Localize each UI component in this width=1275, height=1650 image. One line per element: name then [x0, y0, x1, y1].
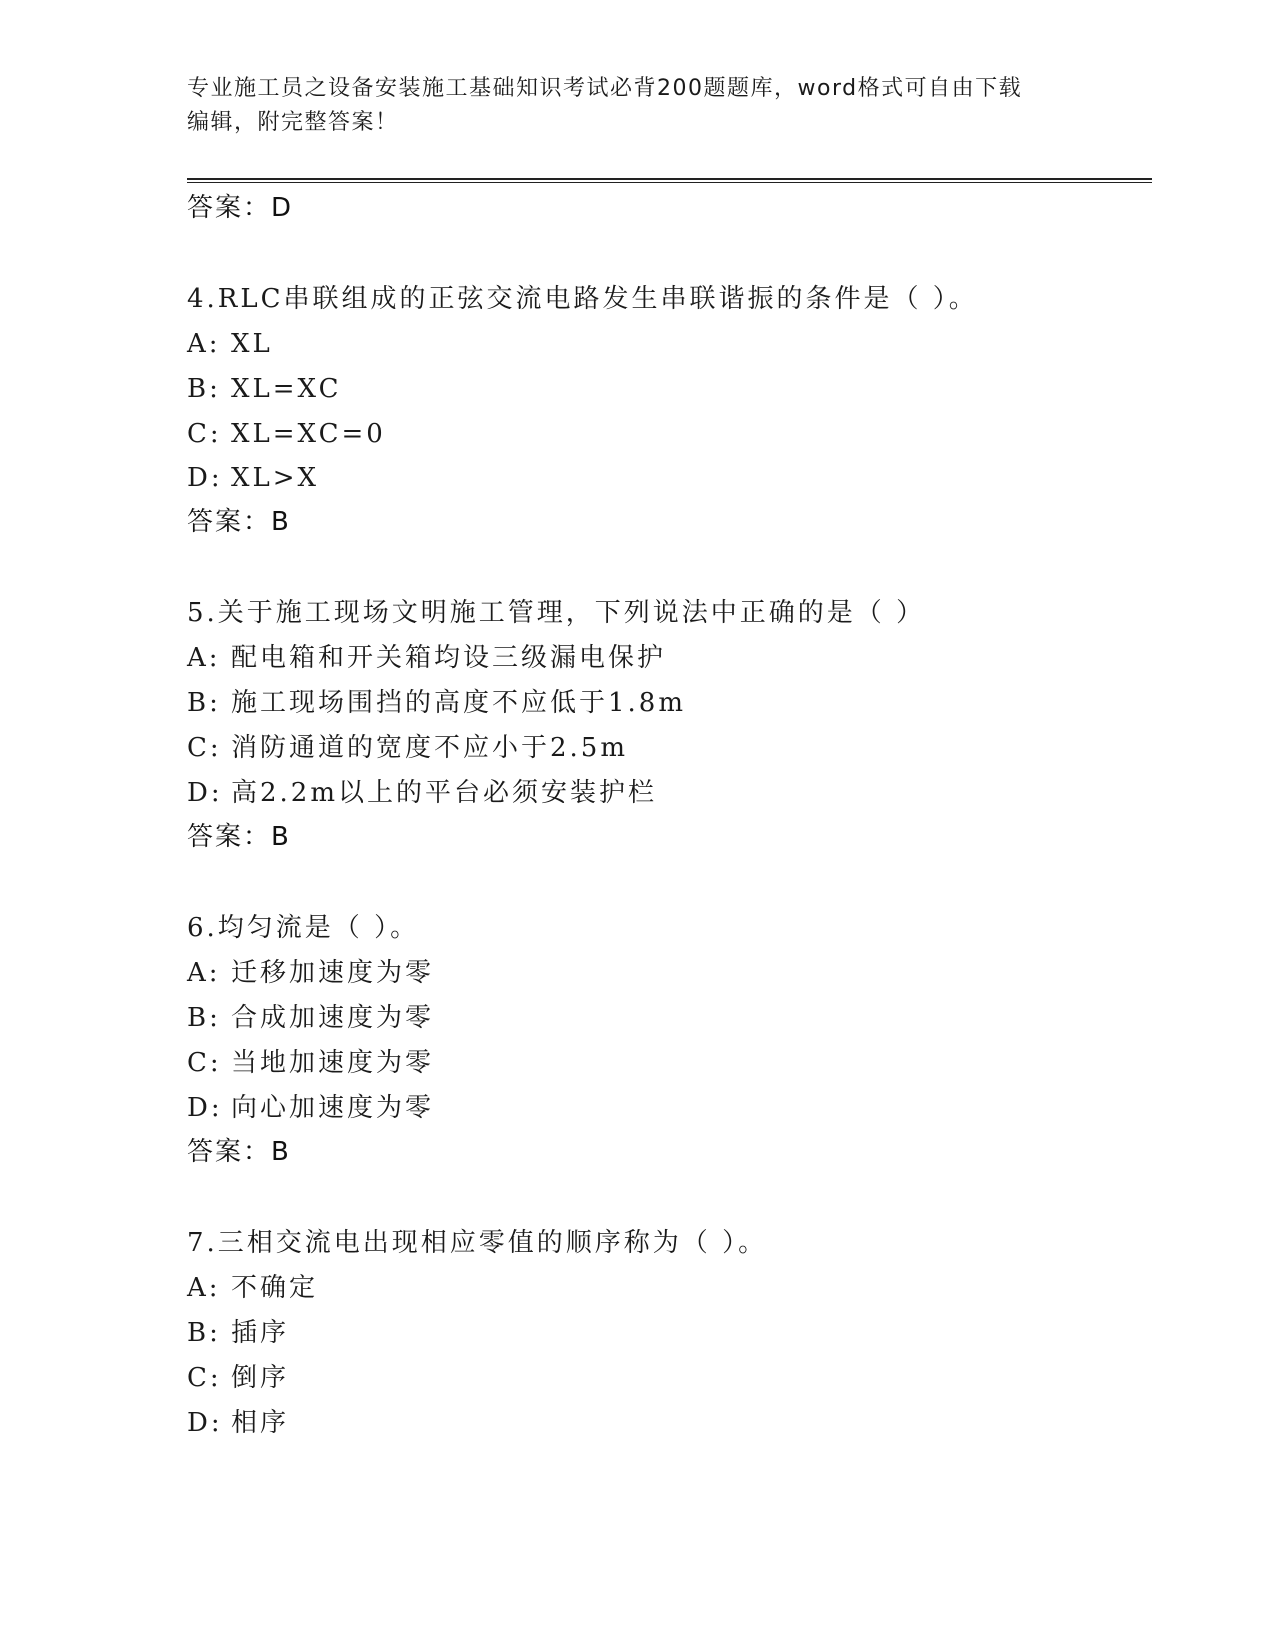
option-text: 高2.2m以上的平台必须安装护栏: [231, 778, 658, 808]
option-letter: A:: [187, 958, 221, 988]
option-letter: D:: [187, 463, 223, 493]
question-6-option-b: [187, 1001, 434, 1035]
question-6-option-c: [187, 1046, 434, 1080]
option-text: XL>X: [231, 463, 320, 493]
option-letter: D:: [187, 1093, 223, 1123]
option-text: XL=XC=0: [231, 419, 386, 449]
option-letter: C:: [187, 419, 222, 449]
option-text: 相序: [231, 1408, 290, 1438]
option-text: 向心加速度为零: [231, 1093, 435, 1123]
question-7-option-d: [187, 1406, 289, 1440]
option-letter: B:: [187, 1318, 221, 1348]
option-letter: C:: [187, 733, 222, 763]
option-text: XL: [231, 329, 273, 359]
option-text: 倒序: [231, 1363, 290, 1393]
document-header: [187, 72, 1067, 140]
header-rule-thick: [187, 178, 1152, 180]
question-5-option-d: [187, 776, 657, 810]
question-6-answer: 答案：B: [187, 1137, 291, 1167]
option-text: 迁移加速度为零: [231, 958, 435, 988]
option-text: 施工现场围挡的高度不应低于1.8m: [231, 688, 687, 718]
answer-prev: 答案：D: [187, 193, 294, 223]
question-4-answer: 答案：B: [187, 507, 291, 537]
question-4-option-d: [187, 461, 319, 495]
question-5-option-c: [187, 731, 628, 765]
question-4-option-a: [187, 327, 273, 361]
question-6-option-a: [187, 956, 434, 990]
option-text: 合成加速度为零: [231, 1003, 435, 1033]
question-7-option-c: [187, 1361, 289, 1395]
option-letter: C:: [187, 1048, 222, 1078]
option-letter: C:: [187, 1363, 222, 1393]
option-letter: B:: [187, 1003, 221, 1033]
option-letter: A:: [187, 1273, 221, 1303]
question-5-stem: 5.关于施工现场文明施工管理，下列说法中正确的是（ ）: [187, 598, 926, 628]
question-4-option-c: [187, 417, 386, 451]
option-text: 插序: [231, 1318, 290, 1348]
option-letter: A:: [187, 329, 221, 359]
question-5-option-a: [187, 641, 666, 675]
question-4-stem: 4.RLC串联组成的正弦交流电路发生串联谐振的条件是（ ）。: [187, 284, 978, 314]
header-line-1: 专业施工员之设备安装施工基础知识考试必背200题题库，word格式可自由下载: [187, 76, 1023, 101]
question-5-answer: 答案：B: [187, 822, 291, 852]
option-letter: A:: [187, 643, 221, 673]
option-text: 当地加速度为零: [231, 1048, 435, 1078]
header-rule-thin: [187, 182, 1152, 183]
option-letter: D:: [187, 1408, 223, 1438]
option-text: 配电箱和开关箱均设三级漏电保护: [231, 643, 667, 673]
option-letter: B:: [187, 688, 221, 718]
option-letter: D:: [187, 778, 223, 808]
question-6-option-d: [187, 1091, 434, 1125]
question-7-option-a: [187, 1271, 318, 1305]
option-text: 消防通道的宽度不应小于2.5m: [231, 733, 629, 763]
question-5-option-b: [187, 686, 686, 720]
question-4-option-b: [187, 372, 342, 406]
option-letter: B:: [187, 374, 221, 404]
option-text: XL=XC: [231, 374, 342, 404]
header-line-2: 编辑，附完整答案！: [187, 110, 399, 135]
question-6-stem: 6.均匀流是（ ）。: [187, 913, 420, 943]
question-7-stem: 7.三相交流电出现相应零值的顺序称为（ ）。: [187, 1228, 768, 1258]
option-text: 不确定: [231, 1273, 319, 1303]
question-7-option-b: [187, 1316, 289, 1350]
